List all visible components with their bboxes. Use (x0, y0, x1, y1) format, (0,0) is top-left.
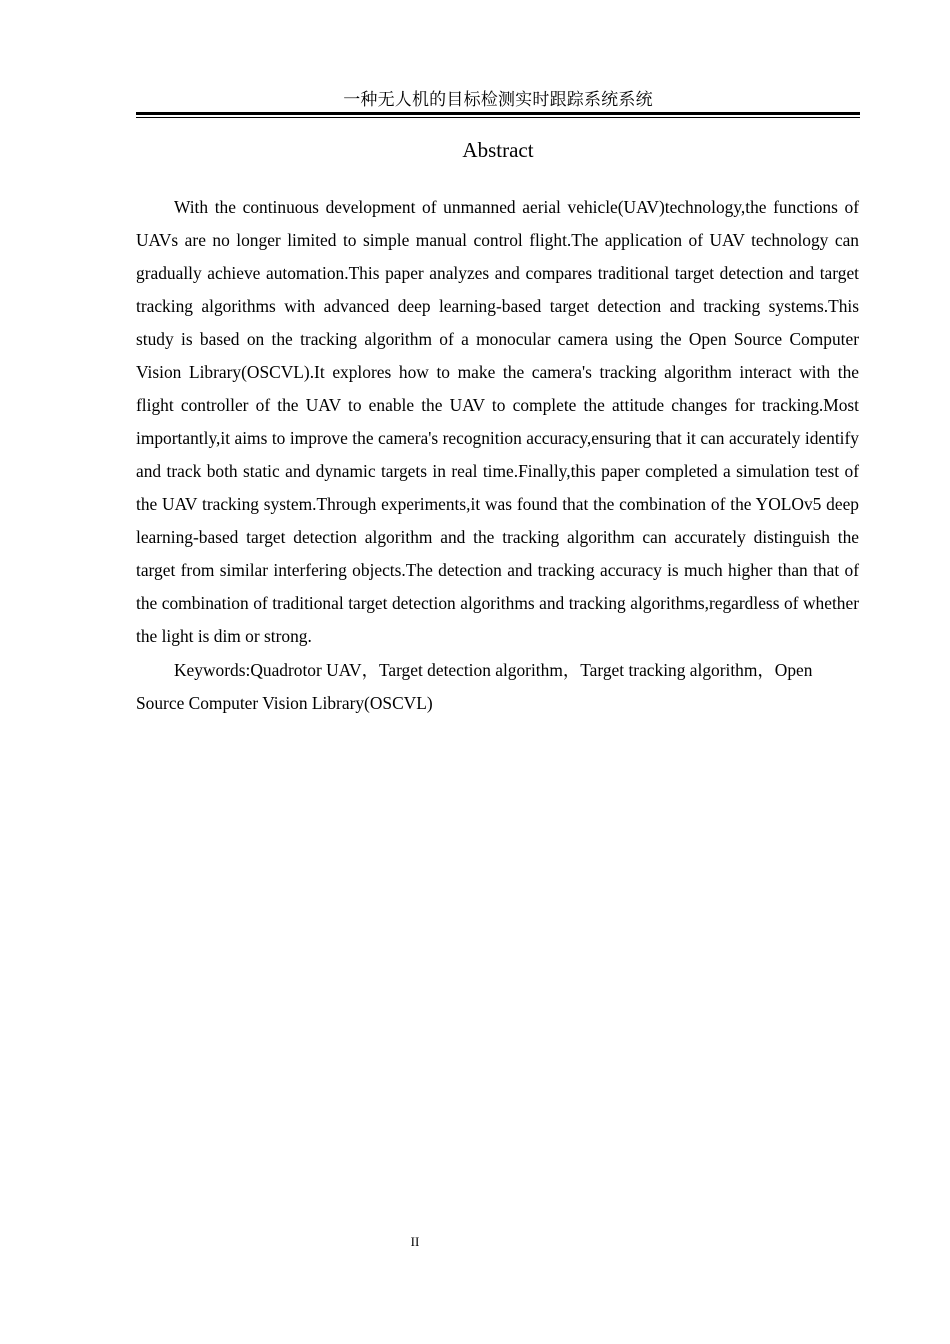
abstract-body (136, 191, 859, 720)
abstract-paragraph: With the continuous development of unmanned aerial vehicle(UAV)technology,the functions of UAVs are no longer limited to simple manual control flight.The application of UAV technology can gradually achieve automation.This paper analyzes and compares traditional target detection and target tracking algorithms with advanced deep learning-based target detection and tracking systems.This study is based on the tracking algorithm of a monocular camera using the Open Source Computer Vision Library(OSCVL).It explores how to make the camera's tracking algorithm interact with the flight controller of the UAV to enable the UAV to complete the attitude changes for tracking.Most importantly,it aims to improve the camera's recognition accuracy,ensuring that it can accurately identify and track both static and dynamic targets in real time.Finally,this paper completed a simulation test of the UAV tracking system.Through experiments,it was found that the combination of the YOLOv5 deep learning-based target detection algorithm and the tracking algorithm can accurately distinguish the target from similar interfering objects.The detection and tracking accuracy is much higher than that of the combination of traditional target detection algorithms and tracking algorithms,regardless of whether the light is dim or strong. (136, 197, 859, 646)
header-rule-thick (136, 112, 860, 115)
header-rule-thin (136, 117, 860, 118)
keywords-line: Keywords:Quadrotor UAV，Target detection algorithm，Target tracking algorithm，Open Source Computer Vision Library(OSCVL) (136, 660, 813, 713)
page-number: II (410, 1234, 420, 1249)
abstract-title: Abstract (462, 138, 534, 162)
running-header: 一种无人机的目标检测实时跟踪系统系统 (343, 90, 653, 109)
